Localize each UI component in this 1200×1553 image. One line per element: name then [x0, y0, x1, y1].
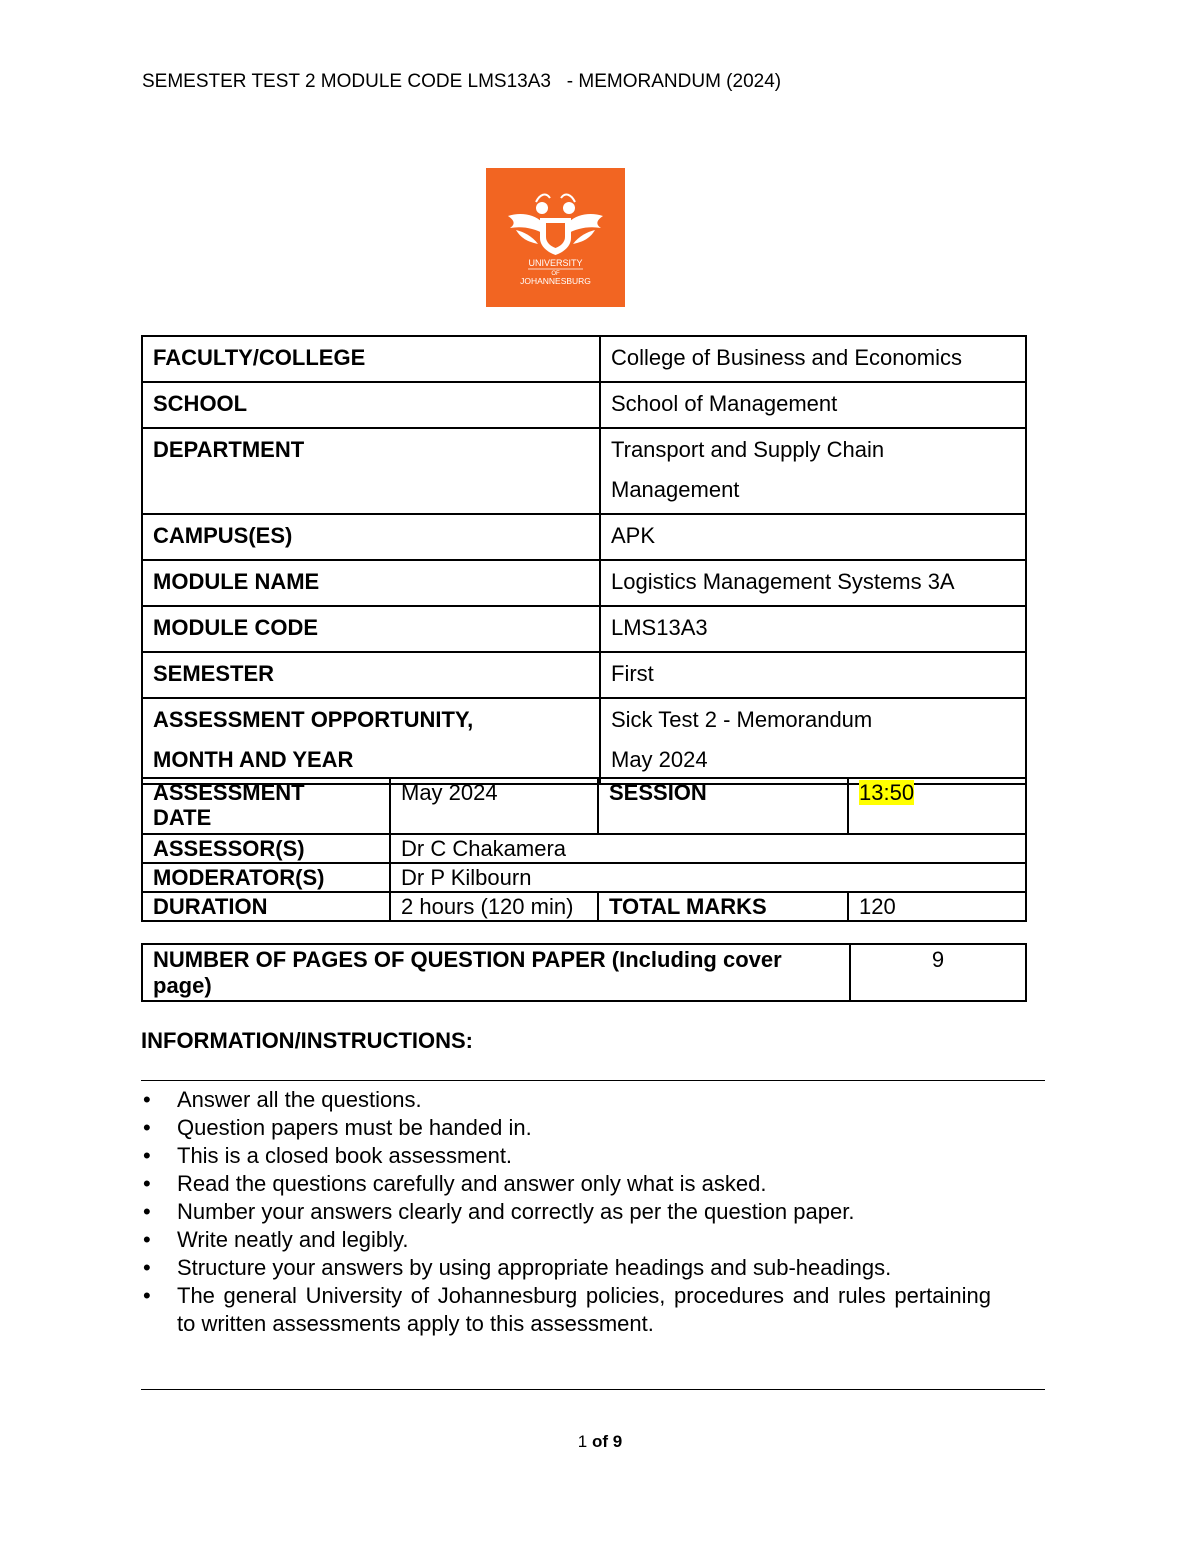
bullet-icon: • [143, 1115, 151, 1140]
module-name-label: MODULE NAME [142, 560, 600, 606]
page-count-table [141, 943, 1027, 1002]
faculty-value: College of Business and Economics [600, 336, 1026, 382]
assessment-opportunity-label [142, 698, 600, 784]
assessment-opportunity-value-line2: May 2024 [611, 747, 708, 772]
page-count-label: NUMBER OF PAGES OF QUESTION PAPER (Including cover page) [142, 944, 850, 1001]
instructions-top-divider [141, 1080, 1045, 1081]
table-row [142, 778, 1026, 834]
duration-label: DURATION [142, 892, 390, 921]
campus-value: APK [600, 514, 1026, 560]
logo-text-university: UNIVERSITY [528, 258, 583, 268]
table-row [142, 892, 1026, 921]
assessment-opportunity-label-line2: MONTH AND YEAR [153, 747, 354, 772]
assessment-date-value: May 2024 [390, 778, 598, 834]
list-item: • The general University of Johannesburg policies, procedures and rules pertaining to written assessments apply to this assessment. [143, 1283, 991, 1336]
session-label: SESSION [598, 778, 848, 834]
assessor-label: ASSESSOR(S) [142, 834, 390, 863]
table-row [142, 652, 1026, 698]
assessment-info-table [141, 777, 1027, 922]
module-code-value: LMS13A3 [600, 606, 1026, 652]
table-row [142, 698, 1026, 784]
university-crest-icon [486, 168, 625, 307]
assessor-value: Dr C Chakamera [390, 834, 1026, 863]
school-value: School of Management [600, 382, 1026, 428]
university-logo [486, 168, 625, 307]
module-name-value: Logistics Management Systems 3A [600, 560, 1026, 606]
list-item: • Read the questions carefully and answer only what is asked. [143, 1171, 767, 1196]
page-number: 1 of 9 [577, 1432, 623, 1451]
instructions-heading: INFORMATION/INSTRUCTIONS: [141, 1028, 474, 1053]
logo-text-of: OF [551, 271, 560, 277]
bullet-icon: • [143, 1227, 151, 1252]
table-row [142, 863, 1026, 892]
faculty-label: FACULTY/COLLEGE [142, 336, 600, 382]
session-value [848, 778, 1026, 834]
campus-label: CAMPUS(ES) [142, 514, 600, 560]
list-item: • Answer all the questions. [143, 1087, 422, 1112]
table-row [142, 336, 1026, 382]
bullet-icon: • [143, 1171, 151, 1196]
school-label: SCHOOL [142, 382, 600, 428]
instructions-list [141, 1086, 991, 1338]
department-value: Transport and Supply Chain Management [600, 428, 1026, 514]
total-marks-label: TOTAL MARKS [598, 892, 848, 921]
list-item: • Question papers must be handed in. [143, 1115, 532, 1140]
total-marks-value: 120 [848, 892, 1026, 921]
list-item: • Write neatly and legibly. [143, 1227, 409, 1252]
table-row [142, 944, 1026, 1001]
module-details-table [141, 335, 1027, 785]
bullet-icon: • [143, 1143, 151, 1168]
assessment-opportunity-value-line1: Sick Test 2 - Memorandum [611, 707, 873, 732]
bullet-icon: • [143, 1199, 151, 1224]
bullet-icon: • [143, 1283, 151, 1308]
assessment-opportunity-value [600, 698, 1026, 784]
table-row [142, 382, 1026, 428]
list-item: • This is a closed book assessment. [143, 1143, 513, 1168]
semester-value: First [600, 652, 1026, 698]
list-item: • Structure your answers by using appropriate headings and sub-headings. [143, 1255, 892, 1280]
session-value-highlight: 13:50 [859, 780, 915, 805]
module-code-label: MODULE CODE [142, 606, 600, 652]
table-row [142, 428, 1026, 514]
page-count-value: 9 [850, 944, 1026, 1001]
table-row [142, 560, 1026, 606]
table-row [142, 606, 1026, 652]
list-item: • Number your answers clearly and correctly as per the question paper. [143, 1199, 855, 1224]
bullet-icon: • [143, 1087, 151, 1112]
assessment-opportunity-label-line1: ASSESSMENT OPPORTUNITY, [153, 707, 474, 732]
instructions-bottom-divider [141, 1389, 1045, 1390]
assessment-date-label: ASSESSMENT DATE [142, 778, 390, 834]
table-row [142, 834, 1026, 863]
moderator-value: Dr P Kilbourn [390, 863, 1026, 892]
running-header: SEMESTER TEST 2 MODULE CODE LMS13A3 - MEMORANDUM (2024) [142, 71, 782, 92]
department-label: DEPARTMENT [142, 428, 600, 514]
duration-value: 2 hours (120 min) [390, 892, 598, 921]
semester-label: SEMESTER [142, 652, 600, 698]
bullet-icon: • [143, 1255, 151, 1280]
moderator-label: MODERATOR(S) [142, 863, 390, 892]
table-row [142, 514, 1026, 560]
logo-text-johannesburg: JOHANNESBURG [520, 276, 591, 286]
